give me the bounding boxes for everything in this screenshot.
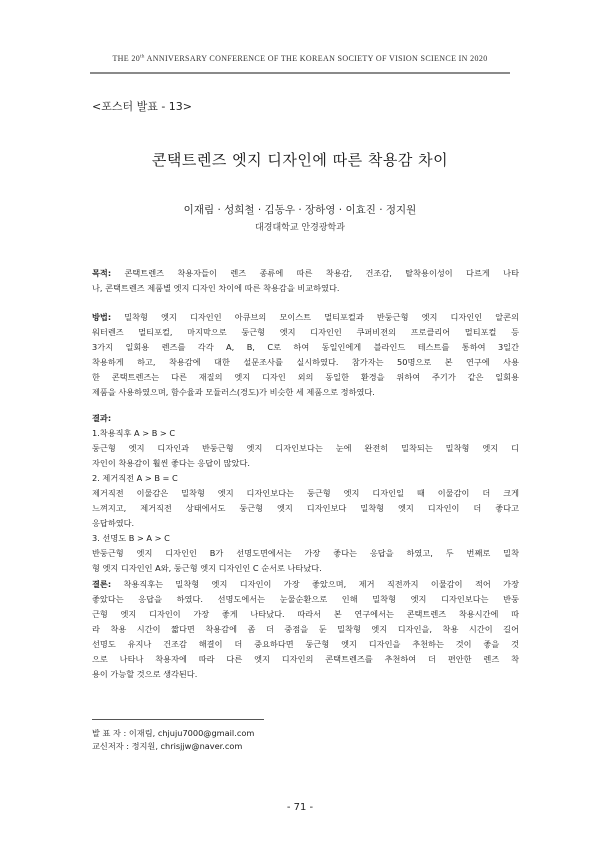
results-label: 결과: [92,413,112,423]
method-line-text: 밀착형 엣지 디자인인 아큐브의 모이스트 멀티포컬과 반둥근형 엣지 디자인인 알콘의 [111,312,519,322]
author-list: 이재림 · 성희철 · 김동우 · 장하영 · 이효진 · 정지원 [183,204,417,216]
method-line: 한 콘택트렌즈는 다른 재질의 엣지 디자인 외의 동일한 환경을 위하여 주기가 같은 일회용 [92,372,519,382]
conclusion-line [92,577,519,592]
page-number: - 71 - [286,802,314,813]
results-line: 반둥근형 엣지 디자인인 B가 선명도면에서는 가장 좋다는 응답을 하였고, 두 번째로 밀착 [92,548,519,558]
section-results [92,411,519,576]
section-method [92,310,519,400]
method-line [92,310,519,325]
header-rule [90,72,510,74]
purpose-line: 나, 콘택트렌즈 제품별 엣지 디자인 차이에 따른 착용감을 비교하였다. [92,283,340,293]
conclusion-line: 라 착용 시간이 짧다면 착용감에 좀 더 중점을 둔 밀착형 엣지 디자인을, 착용 시간이 길어 [92,624,519,634]
conclusion-line: 선명도 유지나 건조감 해결이 더 중요하다면 둥근형 엣지 디자인을 추천하는 것이 좋을 것 [92,639,519,649]
footnote-presenter: 발 표 자 : 이재림, chjuju7000@gmail.com [92,728,255,738]
purpose-line [92,266,519,281]
conference-header [0,54,600,63]
header-text-sup: th [140,54,145,60]
affiliation: 대경대학교 안경광학과 [255,223,345,233]
footnotes [92,727,254,753]
footnote-rule [92,719,264,720]
section-purpose [92,266,519,296]
results-line: 제거직전 이물감은 밀착형 엣지 디자인보다는 둥근형 엣지 디자인일 때 이물감이 더 크게 [92,488,519,498]
conclusion-line: 근형 엣지 디자인이 가장 좋게 나타났다. 따라서 본 연구에서는 콘택트렌즈 착용시간에 따 [92,609,519,619]
results-line: 응답하였다. [92,518,135,528]
conclusion-line-text: 착용직후는 밀착형 엣지 디자인이 가장 좋았으며, 제거 직전까지 이물감이 적어 가장 [111,579,519,589]
header-text-pre: THE 20 [112,54,141,63]
purpose-label: 목적: [92,268,112,278]
paper-title: 콘택트렌즈 엣지 디자인에 따른 착용감 차이 [151,151,449,169]
results-line: 느껴지고, 제거직전 상태에서도 둥근형 엣지 디자인보다 밀착형 엣지 디자인이 더 좋다고 [92,503,519,513]
method-line: 착용하게 하고, 착용감에 대한 설문조사를 실시하였다. 참가자는 50명으로 본 연구에 사용 [92,357,519,367]
conclusion-line: 좋았다는 응답을 하였다. 선명도에서는 눈물순환으로 인해 밀착형 엣지 디자인보다는 반둥 [92,594,519,604]
conclusion-label: 결론: [92,579,112,589]
results-item-heading: 3. 선명도 B > A > C [92,533,170,543]
method-line: 제품을 사용하였으며, 함수율과 모듈러스(경도)가 비슷한 세 제품으로 정하였다. [92,387,375,397]
footnote-corresponding: 교신저자 : 정지원, chrisjjw@naver.com [92,741,243,751]
results-item-heading: 2. 제거직전 A > B = C [92,473,178,483]
conclusion-line: 으로 나타나 착용자에 따라 다른 엣지 디자인의 콘택트렌즈를 추천하여 더 편안한 렌즈 착 [92,654,519,664]
method-label: 방법: [92,312,112,322]
poster-tag: <포스터 발표 - 13> [92,100,193,113]
results-item-heading: 1.착용직후 A > B > C [92,428,176,438]
results-line: 형 엣지 디자인인 A와, 둥근형 엣지 디자인인 C 순서로 나타났다. [92,563,322,573]
results-line: 자인이 착용감이 훨씬 좋다는 응답이 많았다. [92,458,250,468]
conclusion-line: 용이 가능할 것으로 생각된다. [92,669,198,679]
section-conclusion [92,577,519,682]
method-line: 워터렌즈 멀티포컬, 마지막으로 둥근형 엣지 디자인인 쿠퍼비젼의 프로클리어 멀티포컬 등 [92,327,519,337]
results-line: 둥근형 엣지 디자인과 반둥근형 엣지 디자인보다는 눈에 완전히 밀착되는 밀착형 엣지 디 [92,443,519,453]
header-text-post: ANNIVERSARY CONFERENCE OF THE KOREAN SOCIETY OF VISION SCIENCE IN 2020 [144,54,488,63]
purpose-line-text: 콘택트렌즈 착용자들이 렌즈 종류에 따른 착용감, 건조감, 탈착용이성이 다르게 나타 [111,268,519,278]
method-line: 3가지 일회용 렌즈를 각각 A, B, C로 하여 동일인에게 블라인드 테스트를 통하여 3일간 [92,342,519,352]
